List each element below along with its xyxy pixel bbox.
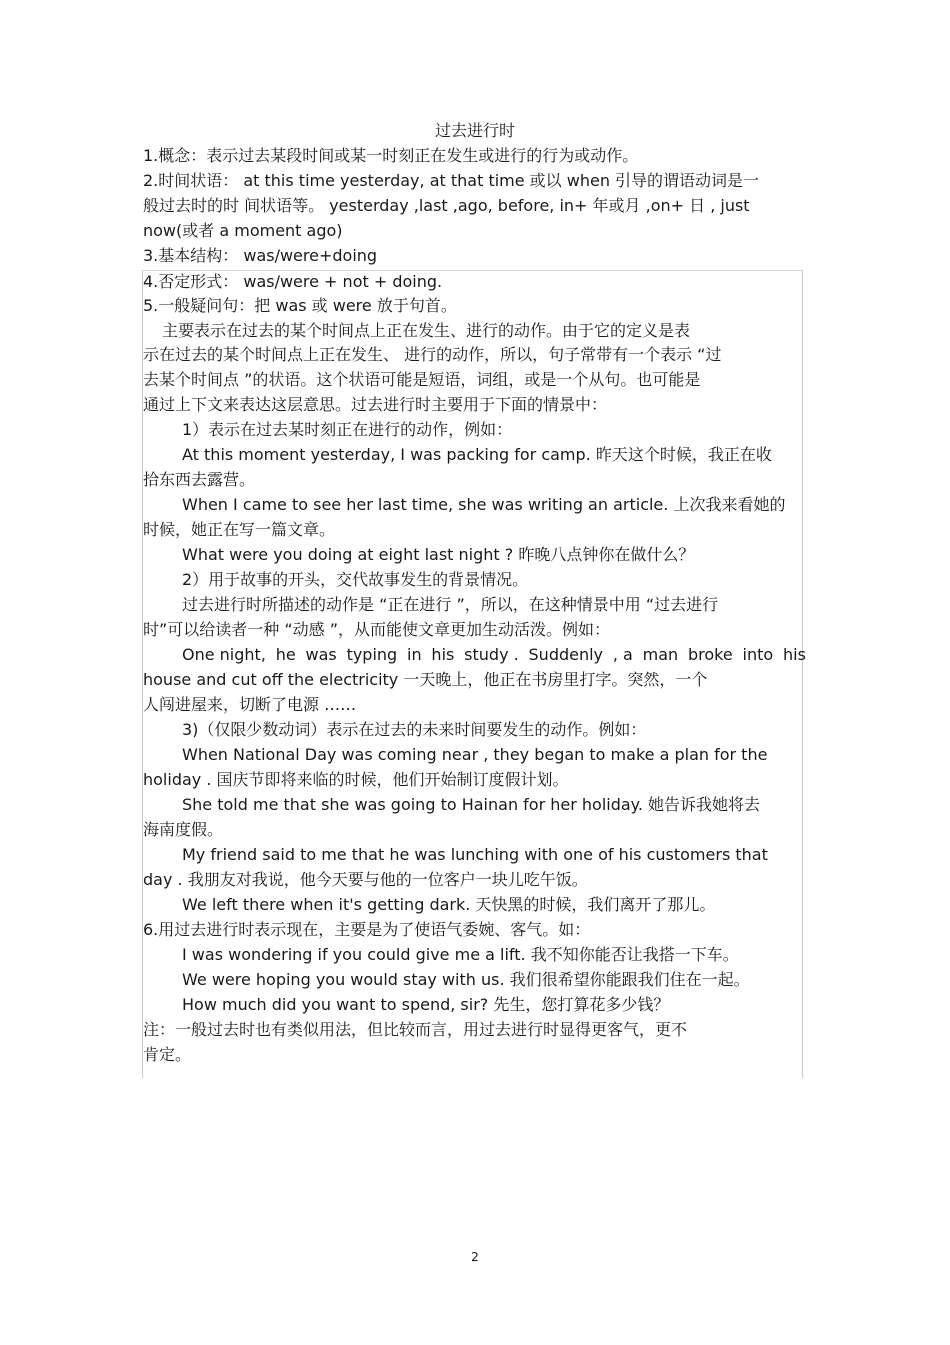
paragraph-line: 示在过去的某个时间点上正在发生、 进行的动作，所以，句子常带有一个表示 “过	[143, 345, 722, 364]
paragraph-line: 过去进行时所描述的动作是 “正在进行 ”，所以，在这种情景中用 “过去进行	[182, 595, 719, 614]
usage-heading-1: 1）表示在过去某时刻正在进行的动作，例如：	[182, 420, 513, 439]
usage-heading-6: 6.用过去进行时表示现在，主要是为了使语气委婉、客气。如：	[143, 920, 591, 939]
page-title: 过去进行时	[434, 121, 515, 140]
paragraph-line: 去某个时间点 ”的状语。这个状语可能是短语，词组，或是一个从句。也可能是	[143, 370, 701, 389]
word: was	[305, 645, 337, 664]
time-adverbial-line-1: 2.时间状语： at this time yesterday, at that time 或以 when 引导的谓语动词是一	[143, 171, 760, 190]
question-form-line: 5.一般疑问句：把 was 或 were 放于句首。	[143, 296, 457, 315]
example-line: When I came to see her last time, she was writing an article. 上次我来看她的	[182, 495, 786, 514]
example-line: When National Day was coming near , they began to make a plan for the	[182, 745, 768, 764]
word: Suddenly	[528, 645, 604, 664]
example-line: 海南度假。	[143, 820, 224, 839]
word: broke	[687, 645, 733, 664]
example-line: 时候，她正在写一篇文章。	[143, 520, 336, 539]
word: One night,	[182, 645, 266, 664]
usage-heading-2: 2）用于故事的开头，交代故事发生的背景情况。	[182, 570, 529, 589]
word: , a	[612, 645, 633, 664]
word: his	[431, 645, 455, 664]
concept-line: 1.概念：表示过去某段时间或某一时刻正在发生或进行的行为或动作。	[143, 146, 639, 165]
example-line: At this moment yesterday, I was packing for camp. 昨天这个时候，我正在收	[182, 445, 772, 464]
paragraph-line: 主要表示在过去的某个时间点上正在发生、进行的动作。由于它的定义是表	[162, 321, 691, 340]
example-line: 拾东西去露营。	[143, 470, 256, 489]
example-line: day . 我朋友对我说，他今天要与他的一位客户一块儿吃午饭。	[143, 870, 588, 889]
example-line: I was wondering if you could give me a lift. 我不知你能否让我搭一下车。	[182, 945, 739, 964]
example-line: How much did you want to spend, sir? 先生，您打算花多少钱？	[182, 995, 670, 1014]
page-number: 2	[471, 1250, 479, 1264]
word: in	[407, 645, 422, 664]
example-line: She told me that she was going to Hainan for her holiday. 她告诉我她将去	[182, 795, 761, 814]
example-line: house and cut off the electricity 一天晚上，他正在书房里打字。突然，一个	[143, 670, 708, 689]
example-line: 人闯进屋来，切断了电源 ……	[143, 695, 357, 714]
word: man	[642, 645, 679, 664]
word: his	[782, 645, 806, 664]
example-line: We left there when it's getting dark. 天快黑的时候，我们离开了那儿。	[182, 895, 716, 914]
usage-heading-3: 3)（仅限少数动词）表示在过去的未来时间要发生的动作。例如：	[182, 720, 647, 739]
time-adverbial-line-3: now(或者 a moment ago)	[143, 221, 343, 240]
example-line: holiday . 国庆节即将来临的时候，他们开始制订度假计划。	[143, 770, 569, 789]
paragraph-line: 通过上下文来表达这层意思。过去进行时主要用于下面的情景中：	[143, 395, 608, 414]
word: typing	[346, 645, 398, 664]
note-line: 注：一般过去时也有类似用法，但比较而言，用过去进行时显得更客气，更不	[143, 1020, 688, 1039]
basic-structure-line: 3.基本结构： was/were+doing	[143, 246, 378, 265]
time-adverbial-line-2: 般过去时的时 间状语等。 yesterday ,last ,ago, before, in+ 年或月 ,on+ 日 , just	[143, 196, 750, 215]
example-line: What were you doing at eight last night ? 昨晚八点钟你在做什么？	[182, 545, 695, 564]
example-line	[182, 644, 806, 666]
word: he	[275, 645, 296, 664]
paragraph-line: 时”可以给读者一种 “动感 ”，从而能使文章更加生动活泼。例如：	[143, 620, 611, 639]
negative-form-line: 4.否定形式： was/were + not + doing.	[143, 272, 443, 291]
example-line: We were hoping you would stay with us. 我们很希望你能跟我们住在一起。	[182, 970, 750, 989]
word: study .	[464, 645, 519, 664]
word: into	[742, 645, 774, 664]
example-line: My friend said to me that he was lunching with one of his customers that	[182, 845, 768, 864]
note-line: 肯定。	[143, 1045, 192, 1064]
